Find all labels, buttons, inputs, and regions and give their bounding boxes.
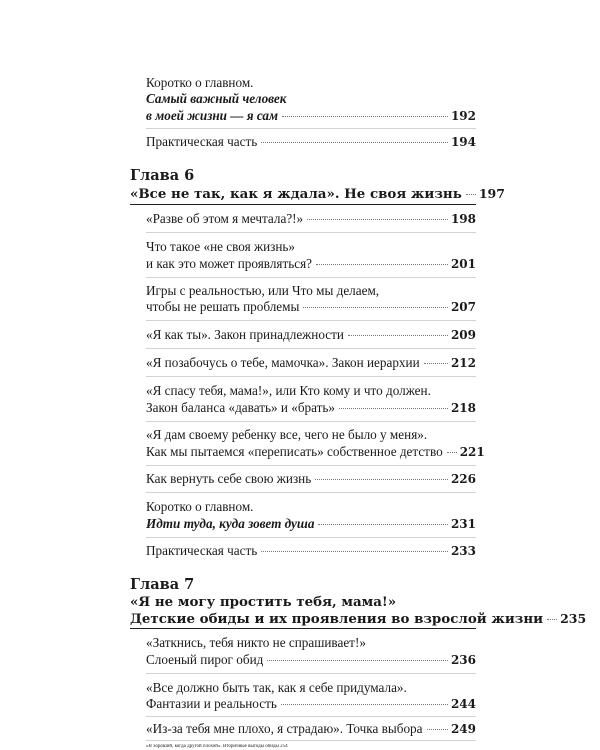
divider [146,376,476,377]
toc-entry-text: Что такое «не своя жизнь» [146,239,296,254]
toc-entry-title: «Я как ты». Закон принадлежности [146,327,344,342]
chapter-divider [130,628,476,629]
chapter-title: Детские обиды и их проявления во взрослой жизни [130,611,544,627]
toc-entry-title: Слоеный пирог обид [146,652,264,667]
toc-entry-title: «Я позабочусь о тебе, мамочка». Закон иерархии [146,355,420,370]
page-number: 221 [459,445,485,459]
chapter-divider [130,204,476,205]
divider [146,277,476,278]
page-number: 226 [450,472,476,486]
page-number: 207 [450,300,476,314]
dot-leader [424,363,448,364]
toc-entry-text: Игры с реальностью, или Что мы делаем, [146,283,380,298]
chapter-title-text: «Я не могу простить тебя, мама!» [130,594,397,610]
toc-entry[interactable] [146,516,476,532]
toc-entry-text: Самый важный человек [146,91,287,106]
toc-entry-overflow: «Я хороший, когда другой плохой». Вторичные выгоды обиды 254 [146,744,288,749]
toc-entry-title: чтобы не решать проблемы [146,299,300,314]
page-number: 201 [450,257,476,271]
dot-leader [466,194,476,195]
toc-entry[interactable] [146,327,476,343]
page-number: 197 [478,186,505,201]
page-number: 233 [450,544,476,558]
toc-entry[interactable] [146,721,476,737]
toc-entry-title: Как вернуть себе свою жизнь [146,471,312,486]
page-number: 198 [450,212,476,226]
chapter-label: Глава 6 [130,167,195,184]
toc-entry[interactable] [146,134,476,150]
dot-leader [261,142,448,143]
page-number: 209 [450,328,476,342]
dot-leader [261,551,448,552]
toc-entry[interactable] [146,444,485,460]
dot-leader [316,264,448,265]
dot-leader [447,452,457,453]
page-number: 235 [560,611,587,626]
toc-entry[interactable] [146,256,476,272]
toc-entry[interactable] [146,211,476,227]
toc-entry-title: Идти туда, куда зовет душа [146,516,315,531]
toc-entry-text: Коротко о главном. [146,75,254,90]
page-number: 218 [450,401,476,415]
page-number: 244 [450,697,476,711]
toc-entry-title: Закон баланса «давать» и «брать» [146,400,336,415]
toc-entry-title: Фантазии и реальность [146,696,277,711]
dot-leader [315,479,448,480]
toc-entry-title: Практическая часть [146,543,258,558]
chapter-title-entry[interactable] [130,611,587,627]
toc-entry-title: Как мы пытаемся «переписать» собственное детство [146,444,443,459]
divider [146,465,476,466]
dot-leader [339,408,448,409]
toc-entry[interactable] [146,299,476,315]
dot-leader [281,704,448,705]
dot-leader [427,729,448,730]
divider [146,673,476,674]
toc-entry-text: «Заткнись, тебя никто не спрашивает!» [146,635,366,650]
dot-leader [547,619,557,620]
toc-entry-title: «Разве об этом я мечтала?!» [146,211,304,226]
divider [146,740,476,741]
divider [146,421,476,422]
divider [146,492,476,493]
chapter-title: «Все не так, как я ждала». Не своя жизнь [130,186,462,202]
toc-entry[interactable] [146,355,476,371]
dot-leader [307,219,448,220]
toc-entry-title: Практическая часть [146,134,258,149]
dot-leader [282,116,448,117]
dot-leader [267,660,448,661]
dot-leader [348,335,448,336]
divider [146,128,476,129]
toc-entry-text: «Все должно быть так, как я себе придумала». [146,680,407,695]
toc-entry-text: «Я дам своему ребенку все, чего не было у меня». [146,427,428,442]
page-number: 231 [450,517,476,531]
divider [146,320,476,321]
toc-entry-title: и как это может проявляться? [146,256,313,271]
toc-entry[interactable] [146,400,476,416]
page-number: 194 [450,135,476,149]
toc-entry[interactable] [146,652,476,668]
divider [146,232,476,233]
divider [146,348,476,349]
page-number: 212 [450,356,476,370]
toc-entry[interactable] [146,696,476,712]
page-number: 249 [450,722,476,736]
toc-entry-text: Коротко о главном. [146,499,254,514]
chapter-label: Глава 7 [130,576,195,593]
dot-leader [318,524,448,525]
toc-entry-title: «Из-за тебя мне плохо, я страдаю». Точка выбора [146,721,423,736]
toc-entry[interactable] [146,543,476,559]
toc-entry[interactable] [146,108,476,124]
page-number: 236 [450,653,476,667]
chapter-title-entry[interactable] [130,186,505,202]
dot-leader [303,307,448,308]
toc-entry[interactable] [146,471,476,487]
page-number: 192 [450,109,476,123]
toc-entry-title: в моей жизни — я сам [146,108,279,123]
divider [146,716,476,717]
toc-entry-text: «Я спасу тебя, мама!», или Кто кому и что должен. [146,383,431,398]
divider [146,537,476,538]
